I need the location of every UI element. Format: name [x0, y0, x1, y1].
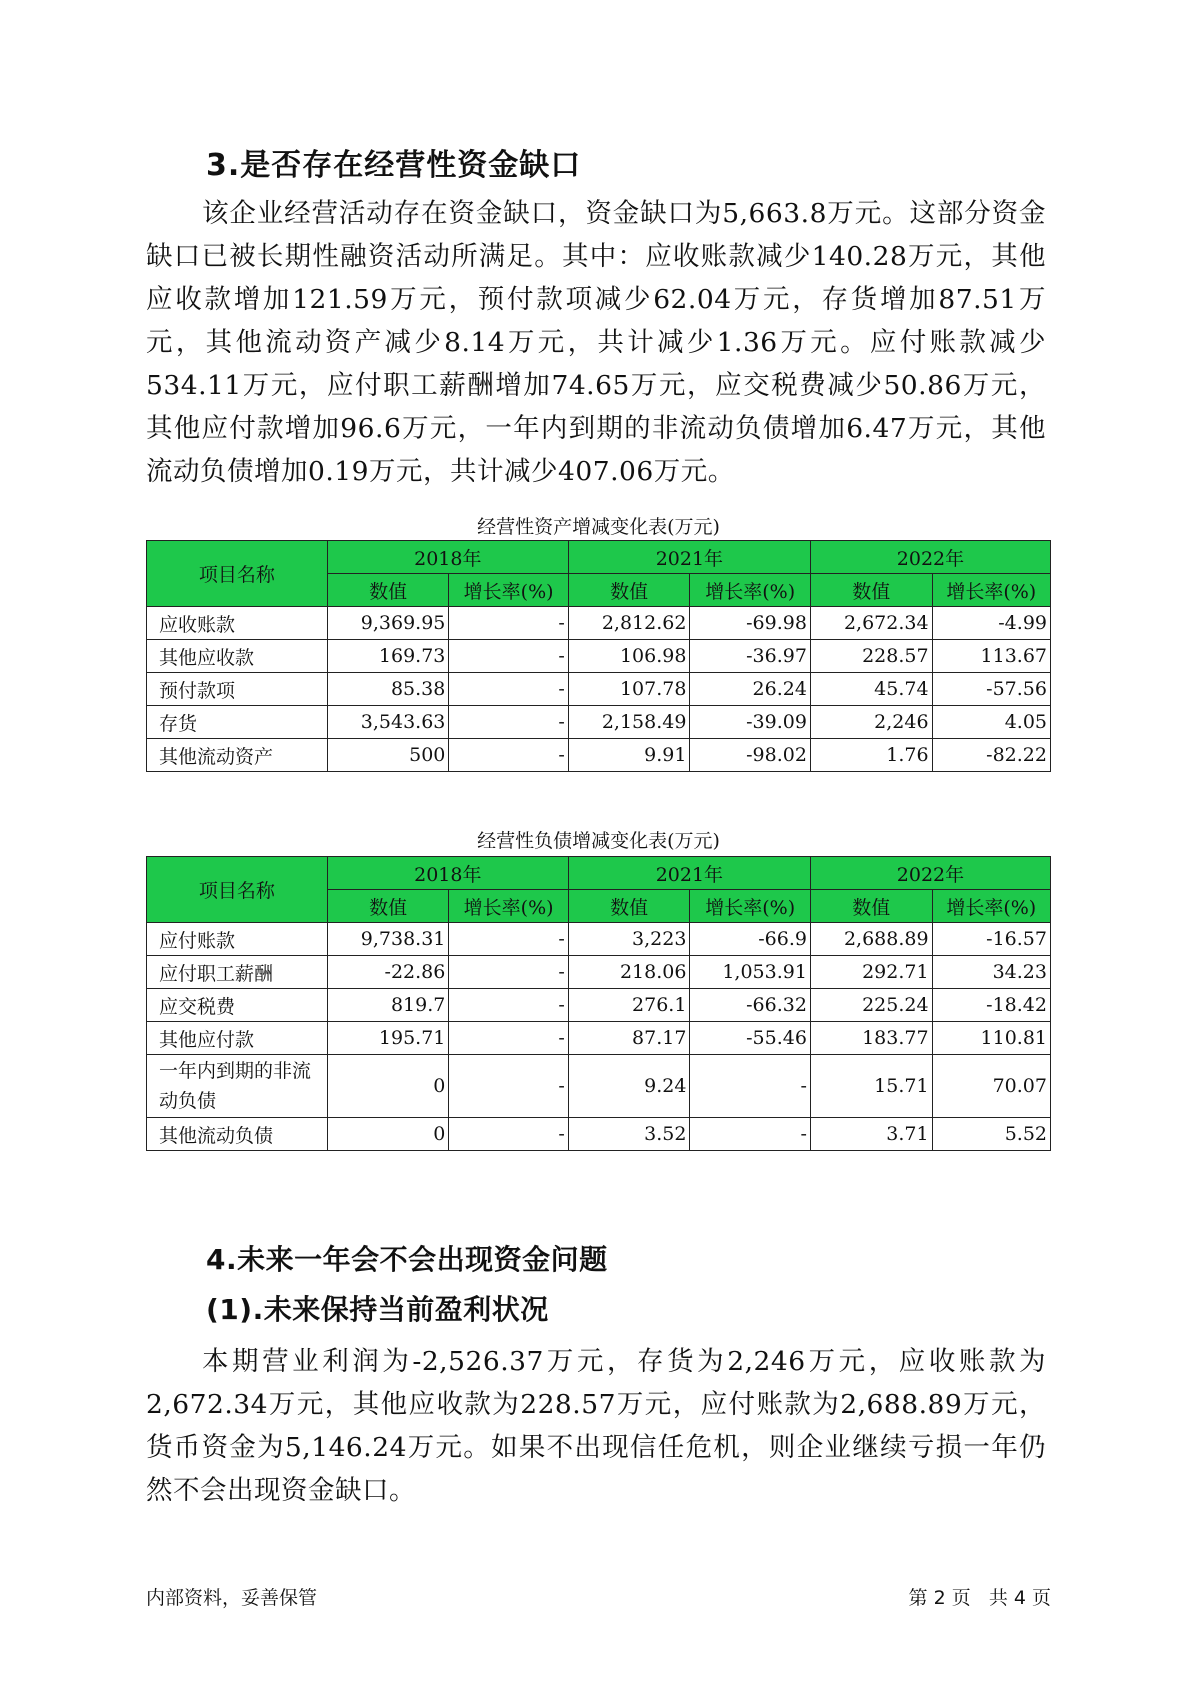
cell-value: 228.57 [810, 640, 932, 673]
row-name: 应收账款 [147, 607, 328, 640]
table-row [147, 607, 1051, 640]
cell-value: 2,158.49 [568, 706, 690, 739]
cell-growth: - [449, 989, 568, 1022]
cell-value: 1.76 [810, 739, 932, 772]
footer-page-number: 第 2 页 [908, 1587, 971, 1609]
cell-value: 218.06 [568, 956, 690, 989]
row-name: 其他应收款 [147, 640, 328, 673]
cell-value: 292.71 [810, 956, 932, 989]
table-row [147, 956, 1051, 989]
footer-confidential-note: 内部资料，妥善保管 [146, 1587, 318, 1609]
section-4-text: 本期营业利润为-2,526.37万元，存货为2,246万元，应收账款为2,672.34万元，其他应收款为228.57万元，应付账款为2,688.89万元，货币资金为5,146.24万元。如果不出现信任危机，则企业继续亏损一年仍然不会出现资金缺口。 [146, 1346, 1046, 1506]
table-row [147, 706, 1051, 739]
cell-growth: 34.23 [932, 956, 1050, 989]
cell-value: 2,672.34 [810, 607, 932, 640]
section-4-subheading: (1).未来保持当前盈利状况 [206, 1293, 549, 1326]
liabilities-table-caption: 经营性负债增减变化表(万元) [477, 830, 720, 852]
cell-growth: - [449, 673, 568, 706]
cell-growth: -98.02 [690, 739, 811, 772]
cell-growth: -36.97 [690, 640, 811, 673]
cell-growth: -18.42 [932, 989, 1050, 1022]
row-name: 其他应付款 [147, 1022, 328, 1055]
row-name: 预付款项 [147, 673, 328, 706]
cell-value: 9.24 [568, 1055, 690, 1118]
table-row [147, 1118, 1051, 1151]
cell-growth: - [449, 640, 568, 673]
section-4-heading: 4.未来一年会不会出现资金问题 [206, 1243, 608, 1276]
cell-growth: -69.98 [690, 607, 811, 640]
cell-value: 9.91 [568, 739, 690, 772]
cell-value: 0 [327, 1055, 449, 1118]
cell-growth: -16.57 [932, 923, 1050, 956]
assets-header-value: 数值 [568, 574, 690, 607]
liabilities-header-growth: 增长率(%) [449, 890, 568, 923]
section-3-paragraph [146, 192, 1046, 493]
assets-header-value: 数值 [810, 574, 932, 607]
cell-growth: - [690, 1055, 811, 1118]
cell-value: 45.74 [810, 673, 932, 706]
liabilities-header-row-years [147, 857, 1051, 890]
cell-growth: - [449, 956, 568, 989]
cell-growth: - [449, 1118, 568, 1151]
cell-value: 15.71 [810, 1055, 932, 1118]
liabilities-header-year: 2018年 [327, 857, 568, 890]
assets-header-growth: 增长率(%) [932, 574, 1050, 607]
assets-header-growth: 增长率(%) [690, 574, 811, 607]
table-row [147, 739, 1051, 772]
cell-value: 87.17 [568, 1022, 690, 1055]
cell-growth: - [449, 739, 568, 772]
assets-table [146, 540, 1051, 772]
cell-growth: - [690, 1118, 811, 1151]
cell-value: 195.71 [327, 1022, 449, 1055]
assets-header-year: 2018年 [327, 541, 568, 574]
cell-growth: - [449, 706, 568, 739]
cell-value: 183.77 [810, 1022, 932, 1055]
liabilities-header-year: 2022年 [810, 857, 1050, 890]
row-name: 存货 [147, 706, 328, 739]
cell-value: 2,246 [810, 706, 932, 739]
cell-growth: -4.99 [932, 607, 1050, 640]
cell-growth: - [449, 923, 568, 956]
cell-value: 85.38 [327, 673, 449, 706]
footer-page-info [909, 1583, 1051, 1610]
cell-value: 3.52 [568, 1118, 690, 1151]
cell-value: 225.24 [810, 989, 932, 1022]
liabilities-header-item: 项目名称 [147, 857, 328, 923]
footer-page-total: 共 4 页 [988, 1587, 1051, 1609]
table-row [147, 673, 1051, 706]
table-row [147, 1022, 1051, 1055]
cell-growth: 113.67 [932, 640, 1050, 673]
assets-header-value: 数值 [327, 574, 449, 607]
assets-header-year: 2021年 [568, 541, 810, 574]
cell-growth: 1,053.91 [690, 956, 811, 989]
cell-growth: -39.09 [690, 706, 811, 739]
cell-growth: - [449, 1022, 568, 1055]
liabilities-header-value: 数值 [568, 890, 690, 923]
cell-value: 3.71 [810, 1118, 932, 1151]
cell-growth: -66.9 [690, 923, 811, 956]
cell-growth: -82.22 [932, 739, 1050, 772]
table-row [147, 989, 1051, 1022]
table-row [147, 923, 1051, 956]
row-name: 其他流动资产 [147, 739, 328, 772]
liabilities-header-value: 数值 [327, 890, 449, 923]
cell-value: 9,369.95 [327, 607, 449, 640]
liabilities-table [146, 856, 1051, 1151]
section-3-heading: 3.是否存在经营性资金缺口 [206, 148, 582, 183]
cell-value: 169.73 [327, 640, 449, 673]
liabilities-header-growth: 增长率(%) [932, 890, 1050, 923]
cell-value: 276.1 [568, 989, 690, 1022]
cell-growth: - [449, 607, 568, 640]
cell-growth: 4.05 [932, 706, 1050, 739]
cell-growth: 5.52 [932, 1118, 1050, 1151]
cell-growth: -55.46 [690, 1022, 811, 1055]
assets-header-year: 2022年 [810, 541, 1050, 574]
cell-growth: 70.07 [932, 1055, 1050, 1118]
cell-value: 500 [327, 739, 449, 772]
cell-value: 107.78 [568, 673, 690, 706]
assets-header-row-years [147, 541, 1051, 574]
assets-header-item: 项目名称 [147, 541, 328, 607]
cell-value: -22.86 [327, 956, 449, 989]
row-name: 应付职工薪酬 [147, 956, 328, 989]
row-name: 一年内到期的非流动负债 [147, 1055, 328, 1118]
liabilities-header-growth: 增长率(%) [690, 890, 811, 923]
cell-value: 0 [327, 1118, 449, 1151]
row-name: 应付账款 [147, 923, 328, 956]
section-4-paragraph [146, 1340, 1046, 1512]
cell-growth: 26.24 [690, 673, 811, 706]
assets-table-caption: 经营性资产增减变化表(万元) [477, 516, 720, 538]
liabilities-header-value: 数值 [810, 890, 932, 923]
cell-value: 9,738.31 [327, 923, 449, 956]
table-row [147, 1055, 1051, 1118]
row-name: 应交税费 [147, 989, 328, 1022]
cell-growth: -66.32 [690, 989, 811, 1022]
row-name: 其他流动负债 [147, 1118, 328, 1151]
table-row [147, 640, 1051, 673]
cell-value: 3,223 [568, 923, 690, 956]
cell-value: 3,543.63 [327, 706, 449, 739]
cell-growth: -57.56 [932, 673, 1050, 706]
cell-value: 819.7 [327, 989, 449, 1022]
section-3-text: 该企业经营活动存在资金缺口，资金缺口为5,663.8万元。这部分资金缺口已被长期性融资活动所满足。其中：应收账款减少140.28万元，其他应收款增加121.59万元，预付款项减少62.04万元，存货增加87.51万元，其他流动资产减少8.14万元，共计减少1.36万元。应付账款减少534.11万元，应付职工薪酬增加74.65万元，应交税费减少50.86万元，其他应付款增加96.6万元，一年内到期的非流动负债增加6.47万元，其他流动负债增加0.19万元，共计减少407.06万元。 [146, 198, 1046, 487]
liabilities-header-year: 2021年 [568, 857, 810, 890]
cell-growth: - [449, 1055, 568, 1118]
cell-growth: 110.81 [932, 1022, 1050, 1055]
cell-value: 2,688.89 [810, 923, 932, 956]
cell-value: 2,812.62 [568, 607, 690, 640]
cell-value: 106.98 [568, 640, 690, 673]
assets-header-growth: 增长率(%) [449, 574, 568, 607]
